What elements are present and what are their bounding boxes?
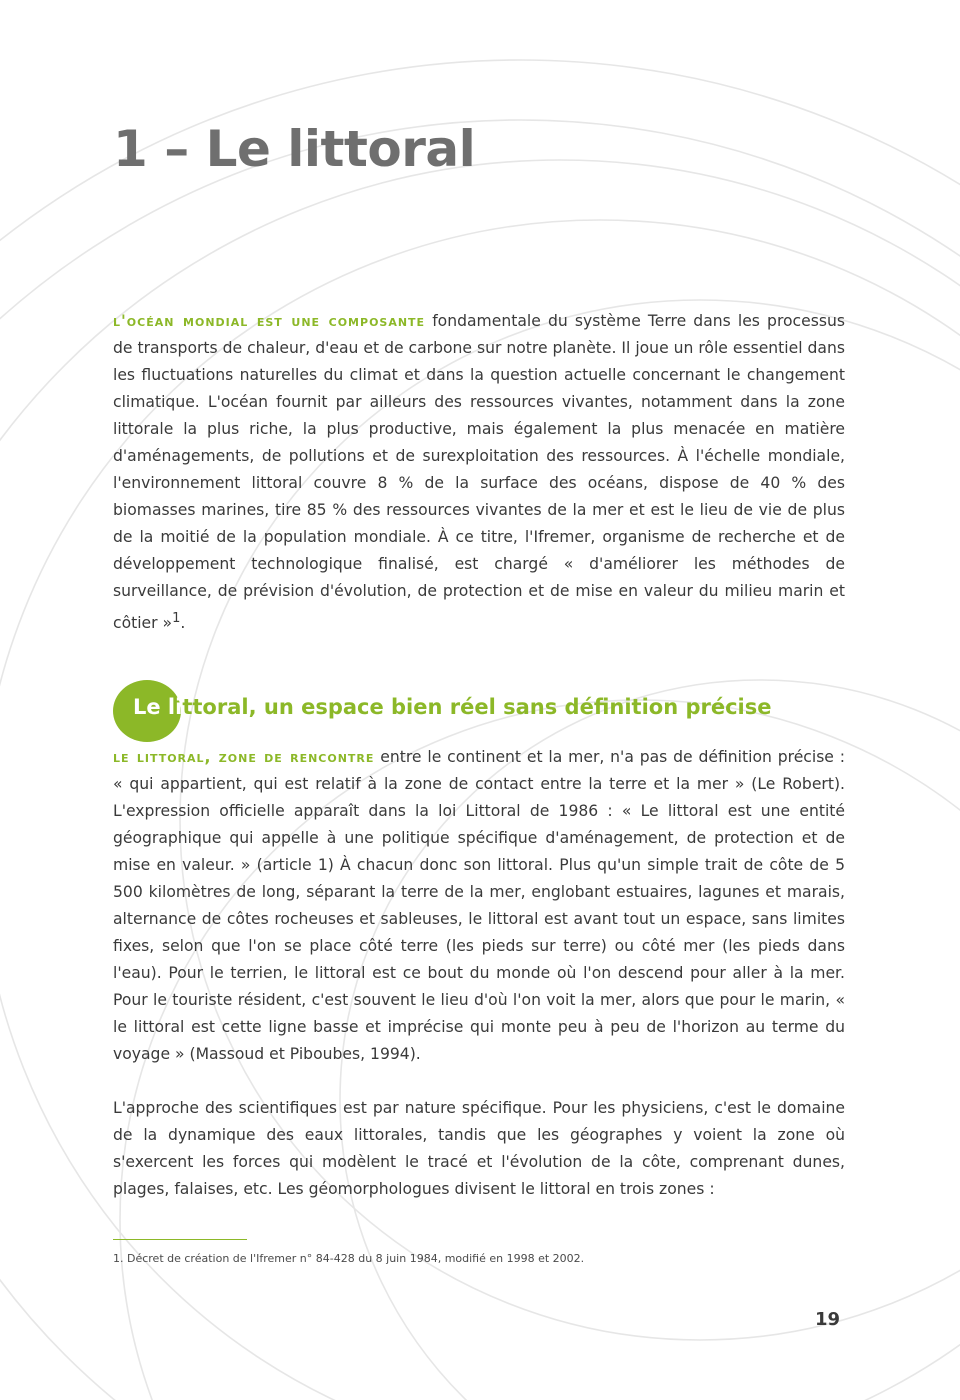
- section-title-on-circle: Le li: [133, 695, 183, 719]
- section-title: [133, 695, 771, 719]
- section-body: entre le continent et la mer, n'a pas de définition précise : « qui appartient, qui est relatif à la zone de contact entre la terre et la mer » (Le Robert). L'expression officielle apparaît dans la loi Littoral de 1986 : « Le littoral est une entité géographique qui appelle à une politique spécifique d'aménagement, de protection et de mise en valeur. » (article 1) À chacun donc son littoral. Plus qu'un simple trait de côte de 5 500 kilomètres de long, séparant la terre de la mer, englobant estuaires, lagunes et marais, alternance de côtes rocheuses et sableuses, le littoral est avant tout un espace, sans limites fixes, selon que l'on se place côté terre (les pieds sur terre) ou côté mer (les pieds dans l'eau). Pour le terrien, le littoral est ce bout du monde où l'on descend pour aller à la mer. Pour le touriste résident, c'est souvent le lieu d'où l'on voit la mer, alors que pour le marin, « le littoral est cette ligne basse et imprécise qui monte peu à peu de l'horizon au terme du voyage » (Massoud et Piboubes, 1994).: [113, 748, 846, 1063]
- intro-lead-in: l'océan mondial est une composante: [113, 312, 426, 330]
- section-paragraph-2: L'approche des scientifiques est par nature spécifique. Pour les physiciens, c'est le domaine de la dynamique des eaux littorales, tandis que les géographes y voient la zone où s'exercent les forces qui modèlent le tracé et l'évolution de la côte, comprenant dunes, plages, falaises, etc. Les géomorphologues divisent le littoral en trois zones :: [113, 1099, 845, 1198]
- section-lead-in: le littoral, zone de rencontre: [113, 748, 375, 766]
- section-paragraph: [113, 744, 845, 1068]
- footnote-reference: 1: [172, 611, 181, 626]
- section-title-rest: ttoral, un espace bien réel sans définition précise: [182, 695, 772, 719]
- footnote: 1. Décret de création de l'Ifremer n° 84-428 du 8 juin 1984, modifié en 1998 et 2002.: [113, 1252, 585, 1265]
- intro-tail: .: [180, 614, 186, 633]
- footnote-divider: [113, 1239, 247, 1240]
- chapter-title: 1 – Le littoral: [113, 120, 476, 178]
- intro-paragraph: [113, 308, 845, 637]
- intro-body: fondamentale du système Terre dans les processus de transports de chaleur, d'eau et de carbone sur notre planète. Il joue un rôle essentiel dans les fluctuations naturelles du climat et dans la question actuelle concernant le changement climatique. L'océan fournit par ailleurs des ressources vivantes, notamment dans la zone littorale la plus riche, la plus productive, mais également la plus menacée en matière d'aménagements, de pollutions et de surexploitation des ressources. À l'échelle mondiale, l'environnement littoral couvre 8 % de la surface des océans, dispose de 40 % des biomasses marines, tire 85 % des ressources vivantes de la mer et est le lieu de vie de plus de la moitié de la population mondiale. À ce titre, l'Ifremer, organisme de recherche et de développement technologique finalisé, est chargé « d'améliorer les méthodes de surveillance, de prévision d'évolution, de protection et de mise en valeur du milieu marin et côtier »: [113, 312, 845, 633]
- page-number: 19: [815, 1309, 841, 1330]
- section-heading: [113, 681, 845, 741]
